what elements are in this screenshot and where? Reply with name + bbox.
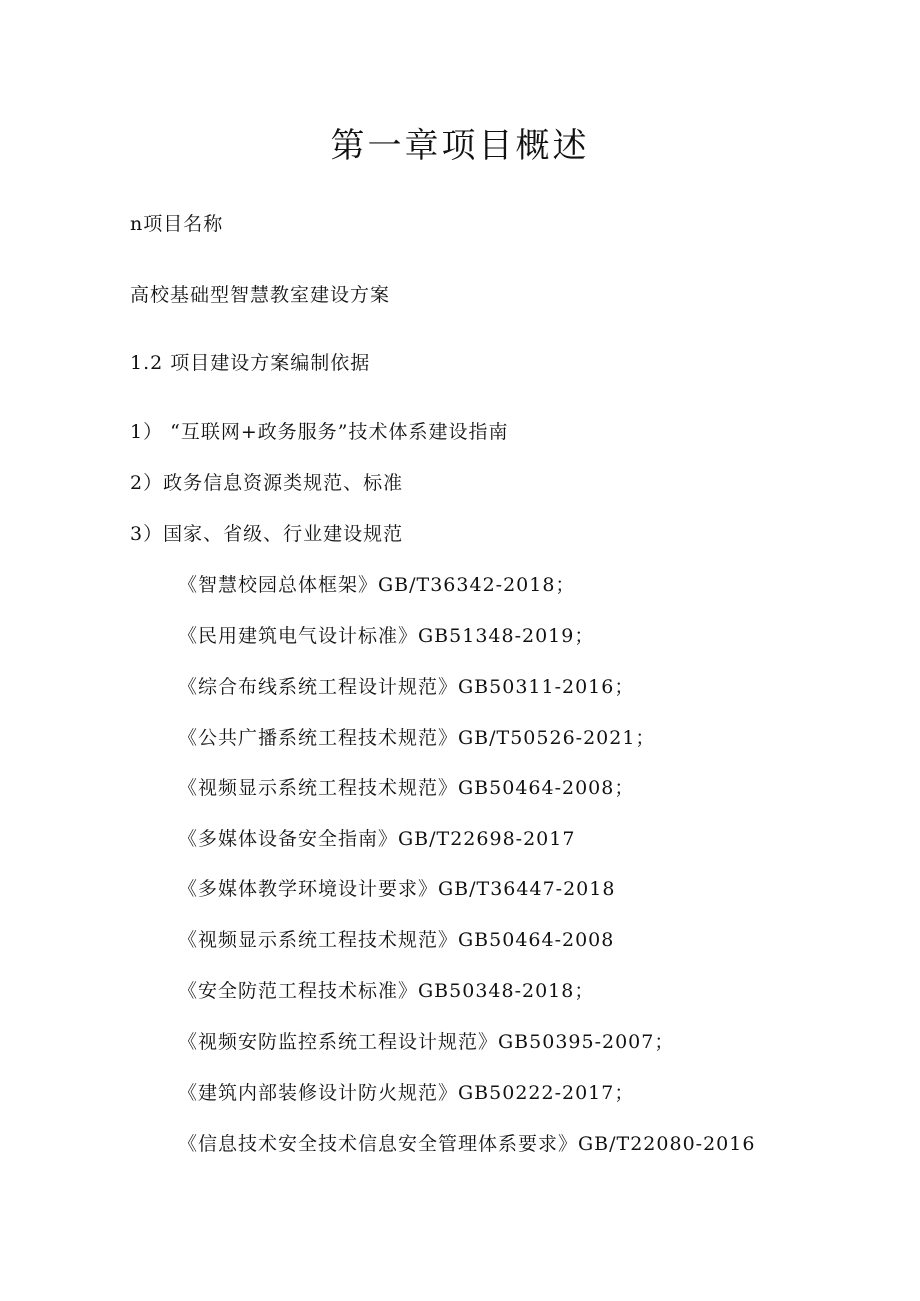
standard-item: 《多媒体设备安全指南》GB/T22698-2017 [178, 828, 576, 850]
standard-item: 《建筑内部装修设计防火规范》GB50222-2017； [178, 1082, 635, 1104]
standard-item: 《多媒体教学环境设计要求》GB/T36447-2018 [178, 878, 616, 900]
standard-item: 《视频安防监控系统工程设计规范》GB50395-2007； [178, 1031, 675, 1053]
standard-item: 《智慧校园总体框架》GB/T36342-2018； [178, 574, 576, 596]
standard-item: 《视频显示系统工程技术规范》GB50464-2008； [178, 777, 635, 799]
standard-item: 《民用建筑电气设计标准》GB51348-2019； [178, 625, 595, 647]
standard-item: 《公共广播系统工程技术规范》GB/T50526-2021； [178, 727, 656, 749]
basis-item: 1） “互联网+政务服务”技术体系建设指南 [130, 421, 509, 443]
standard-item: 《视频显示系统工程技术规范》GB50464-2008 [178, 929, 615, 951]
project-name: 高校基础型智慧教室建设方案 [130, 284, 391, 306]
chapter-title: 第一章项目概述 [330, 126, 590, 166]
basis-item: 3）国家、省级、行业建设规范 [130, 523, 404, 545]
standard-item: 《信息技术安全技术信息安全管理体系要求》GB/T22080-2016 [178, 1133, 756, 1155]
section-heading-project-name: n项目名称 [130, 213, 224, 235]
standard-item: 《安全防范工程技术标准》GB50348-2018； [178, 980, 595, 1002]
standard-item: 《综合布线系统工程设计规范》GB50311-2016； [178, 676, 635, 698]
basis-item: 2）政务信息资源类规范、标准 [130, 472, 404, 494]
section-heading-basis: 1.2 项目建设方案编制依据 [130, 352, 371, 374]
